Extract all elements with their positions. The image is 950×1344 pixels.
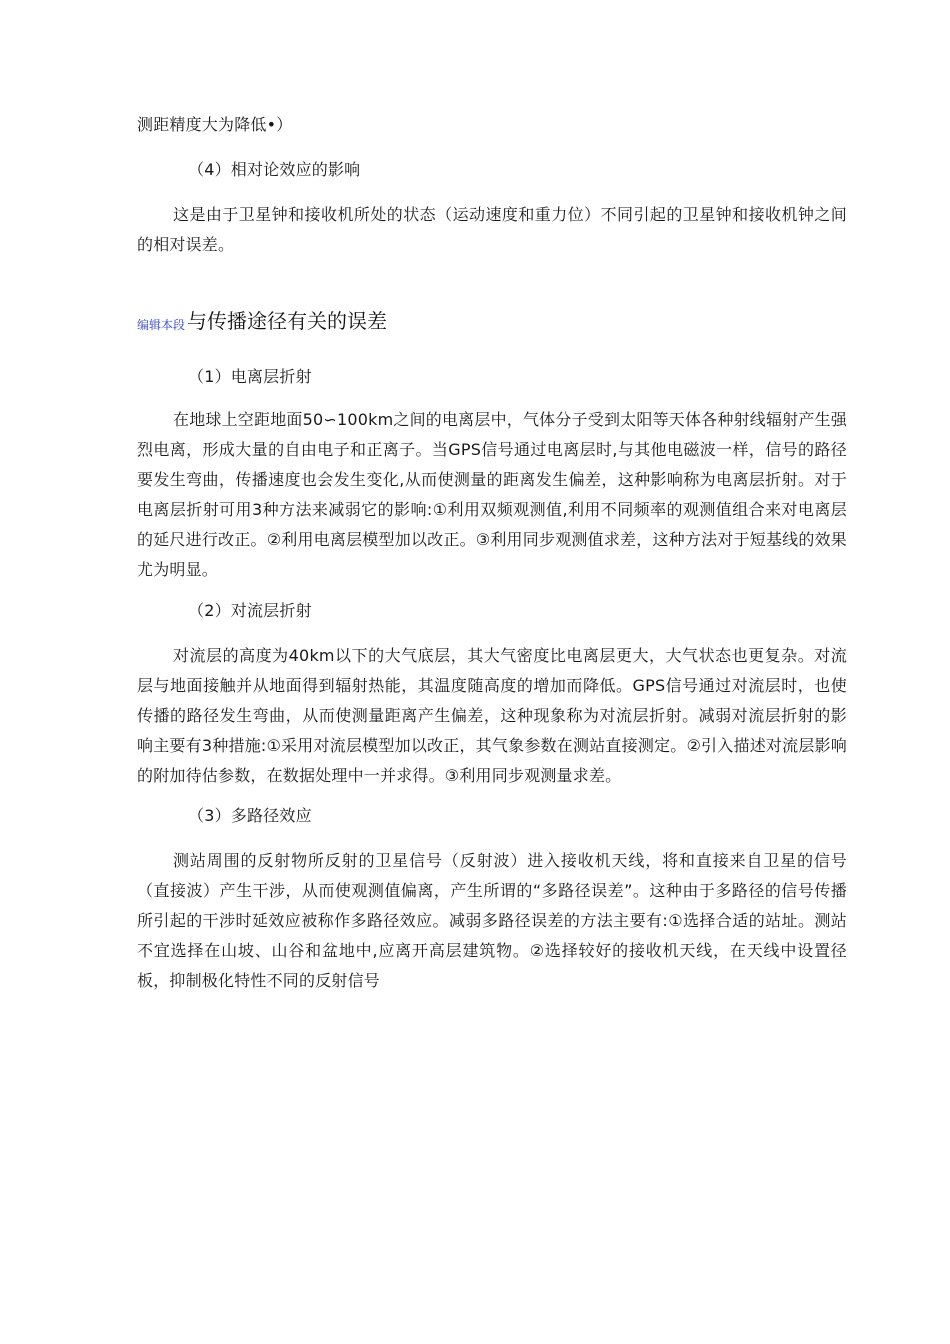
item2-paragraph: 对流层的高度为40km以下的大气底层，其大气密度比电离层更大，大气状态也更复杂。对流层与地面接触并从地面得到辐射热能，其温度随高度的增加而降低。GPS信号通过对流层时，也使传播的路径发生弯曲，从而使测量距离产生偏差，这种现象称为对流层折射。减弱对流层折射的影响主要有3种措施:①采用对流层模型加以改正，其气象参数在测站直接测定。②引入描述对流层影响的附加待估参数，在数据处理中一并求得。③利用同步观测量求差。	[137, 646, 847, 785]
section-heading	[137, 300, 847, 336]
continuation-text: 测距精度大为降低•）	[137, 115, 293, 134]
item2-title: （2）对流层折射	[188, 601, 312, 620]
item4-paragraph: 这是由于卫星钟和接收机所处的状态（运动速度和重力位）不同引起的卫星钟和接收机钟之间的相对误差。	[137, 205, 847, 254]
edit-section-link[interactable]: 编辑本段	[137, 318, 186, 332]
item4-title: （4）相对论效应的影响	[188, 160, 361, 179]
item1-title: （1）电离层折射	[188, 367, 312, 386]
item1-paragraph: 在地球上空距地面50∽100km之间的电离层中，气体分子受到太阳等天体各种射线辐射产生强烈电离，形成大量的自由电子和正离子。当GPS信号通过电离层时,与其他电磁波一样，信号的路径要发生弯曲，传播速度也会发生变化,从而使测量的距离发生偏差，这种影响称为电离层折射。对于电离层折射可用3种方法来减弱它的影响:①利用双频观测值,利用不同频率的观测值组合来对电离层的延尺进行改正。②利用电离层模型加以改正。③利用同步观测值求差，这种方法对于短基线的效果尤为明显。	[137, 410, 847, 579]
item3-title: （3）多路径效应	[188, 806, 312, 825]
section-title: 与传播途径有关的误差	[187, 309, 388, 333]
item3-paragraph: 测站周围的反射物所反射的卫星信号（反射波）进入接收机天线，将和直接来自卫星的信号（直接波）产生干涉，从而使观测值偏离，产生所谓的“多路径误差”。这种由于多路径的信号传播所引起的干涉时延效应被称作多路径效应。减弱多路径误差的方法主要有:①选择合适的站址。测站不宜选择在山坡、山谷和盆地中,应离开高层建筑物。②选择较好的接收机天线，在天线中设置径板，抑制极化特性不同的反射信号	[137, 851, 847, 990]
